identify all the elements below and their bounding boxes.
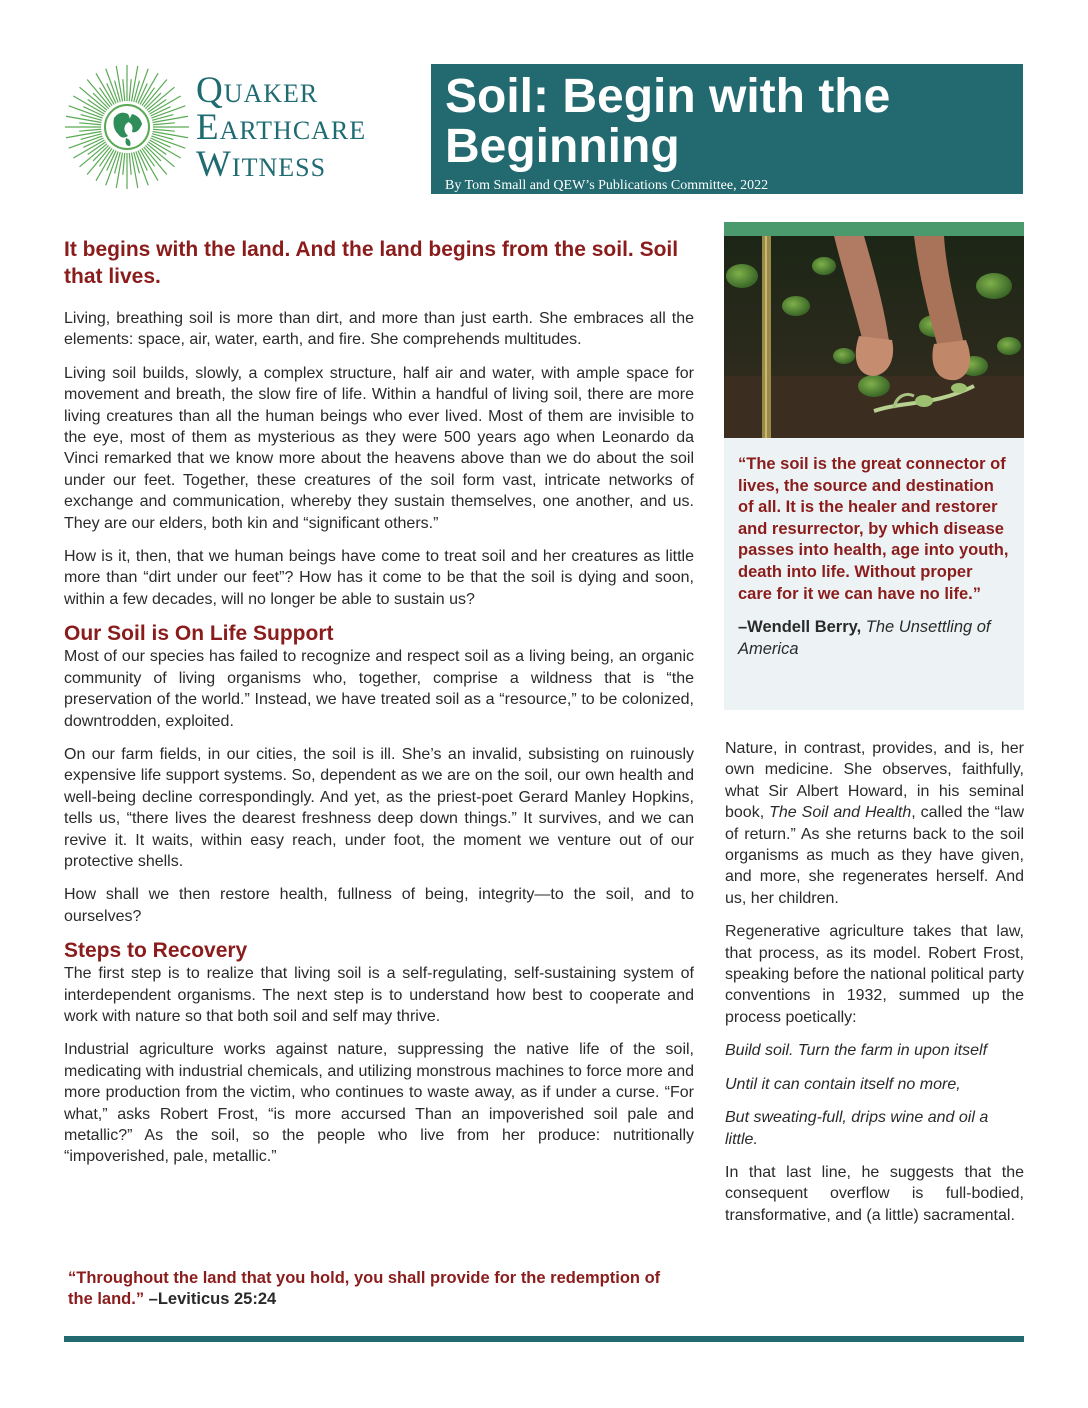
section-heading-recovery: Steps to Recovery [64,939,248,963]
paragraph: Regenerative agriculture takes that law, that process, as its model. Robert Frost, speaking before the national political party conventions in 1932, summed up the process poetically: [725,923,1024,1026]
sun-globe-icon [62,62,192,192]
paragraph: Most of our species has failed to recognize and respect soil as a living being, an organic community of living organisms who, together, comprise a wildness that is “the preservation of the world.” Instead, we have treated soil as a “resource,” to be colonized, downtrodden, exploited. [64,648,694,730]
paragraph: In that last line, he suggests that the consequent overflow is full-bodied, transformative, and (a little) sacramental. [725,1163,1024,1224]
paragraph-part: Nature, in contrast, provides, and is, her own medicine. She observes, faithfully, what Sir Albert Howard, in his seminal book, [725,740,1024,822]
title-line-2: Beginning [445,120,680,173]
leviticus-quote [68,1268,668,1310]
qew-logo [62,62,422,192]
berry-quote-box [724,438,1024,710]
quote-book-title: The Unsettling of America [738,618,991,658]
paragraph: On our farm fields, in our cities, the soil is ill. She’s an invalid, subsisting on ruinously expensive life support systems. So, dependent as we are on the soil, our own health and well-being decline correspondingly. And yet, as the priest-poet Gerard Manley Hopkins, tells us, “there lives the dearest freshness deep down things.” It survives, and we can revive it. It waits, within easy reach, under foot, the moment we venture out of our protective shells. [64,745,694,870]
paragraph: How is it, then, that we human beings have come to treat soil and her creatures as little more than “dirt under our feet”? How has it come to be that the soil is dying and soon, within a few decades, will no longer be able to sustain us? [64,548,694,608]
berry-quote-text: “The soil is the great connector of lives, the source and destination of all. It is the healer and restorer and resurrector, by which disease passes into health, age into youth, death into life. Without proper care for it we can have no life.” [738,455,1009,603]
hands-in-soil-photo [724,236,1024,438]
logo-line-3: Witness [196,144,327,185]
logo-line-2: Earthcare [196,107,367,148]
paragraph: Living, breathing soil is more than dirt, and more than just earth. She embraces all the elements: space, air, water, earth, and fire. She comprehends multitudes. [64,310,694,349]
main-column [64,236,694,1180]
logo-line-1: Quaker [196,70,319,111]
paragraph-part: , called the “law of return.” As she returns back to the soil organisms as much as they have given, and more, she regenerates herself. And us, her children. [725,804,1025,907]
byline: By Tom Small and QEW’s Publications Committee, 2022 [445,178,769,193]
side-column [725,738,1024,1238]
logo-wordmark [196,72,366,183]
paragraph: Industrial agriculture works against nature, suppressing the native life of the soil, medicating with industrial chemicals, and utilizing monstrous machines to force more and more production from the victim, who continues to waste away, as if under a curse. “For what,” asks Robert Frost, “is more accursed Than an impoverished soil pale and metallic?” As the soil, so the people who live from her produce: nutritionally “impoverished, pale, metallic.” [64,1041,694,1166]
poem-line: Until it can contain itself no more, [725,1075,961,1093]
quote-author: –Wendell Berry, [738,618,862,637]
page-title [445,72,1009,172]
poem-line: Build soil. Turn the farm in upon itself [725,1042,988,1060]
paragraph [725,738,1024,909]
title-line-1: Soil: Begin with the [445,70,891,123]
section-heading-life-support: Our Soil is On Life Support [64,622,334,646]
photo-top-bar [724,222,1024,236]
lede: It begins with the land. And the land begins from the soil. Soil that lives. [64,238,679,288]
photo-illustration [724,236,1024,438]
book-title: The Soil and Health [769,804,912,822]
title-banner [431,64,1023,194]
leviticus-quote-text: “Throughout the land that you hold, you shall provide for the redemption of the land.” [68,1269,661,1308]
paragraph: Living soil builds, slowly, a complex structure, half air and water, with ample space for movement and breath, the slow fire of life. Within a handful of living soil, there are more living creatures than all the human beings who ever lived. Most of them are invisible to the eye, most of them as mysterious as they were 500 years ago when Leonardo da Vinci remarked that we know more about the heavens above than we do about the soil under our feet. Together, these creatures of the soil form vast, intricate networks of exchange and communication, whereby they sustain themselves, one another, and us. They are our elders, both kin and “significant others.” [64,364,694,532]
berry-quote-attribution [738,617,1010,660]
paragraph: The first step is to realize that living soil is a self-regulating, self-sustaining system of interdependent organisms. The next step is to understand how best to cooperate and work with nature so that both soil and self may thrive. [64,965,694,1025]
paragraph: How shall we then restore health, fullness of being, integrity—to the soil, and to ourselves? [64,886,694,925]
poem-line: But sweating-full, drips wine and oil a little. [725,1109,989,1148]
footer-rule [64,1336,1024,1342]
leviticus-quote-source: –Leviticus 25:24 [144,1290,277,1308]
